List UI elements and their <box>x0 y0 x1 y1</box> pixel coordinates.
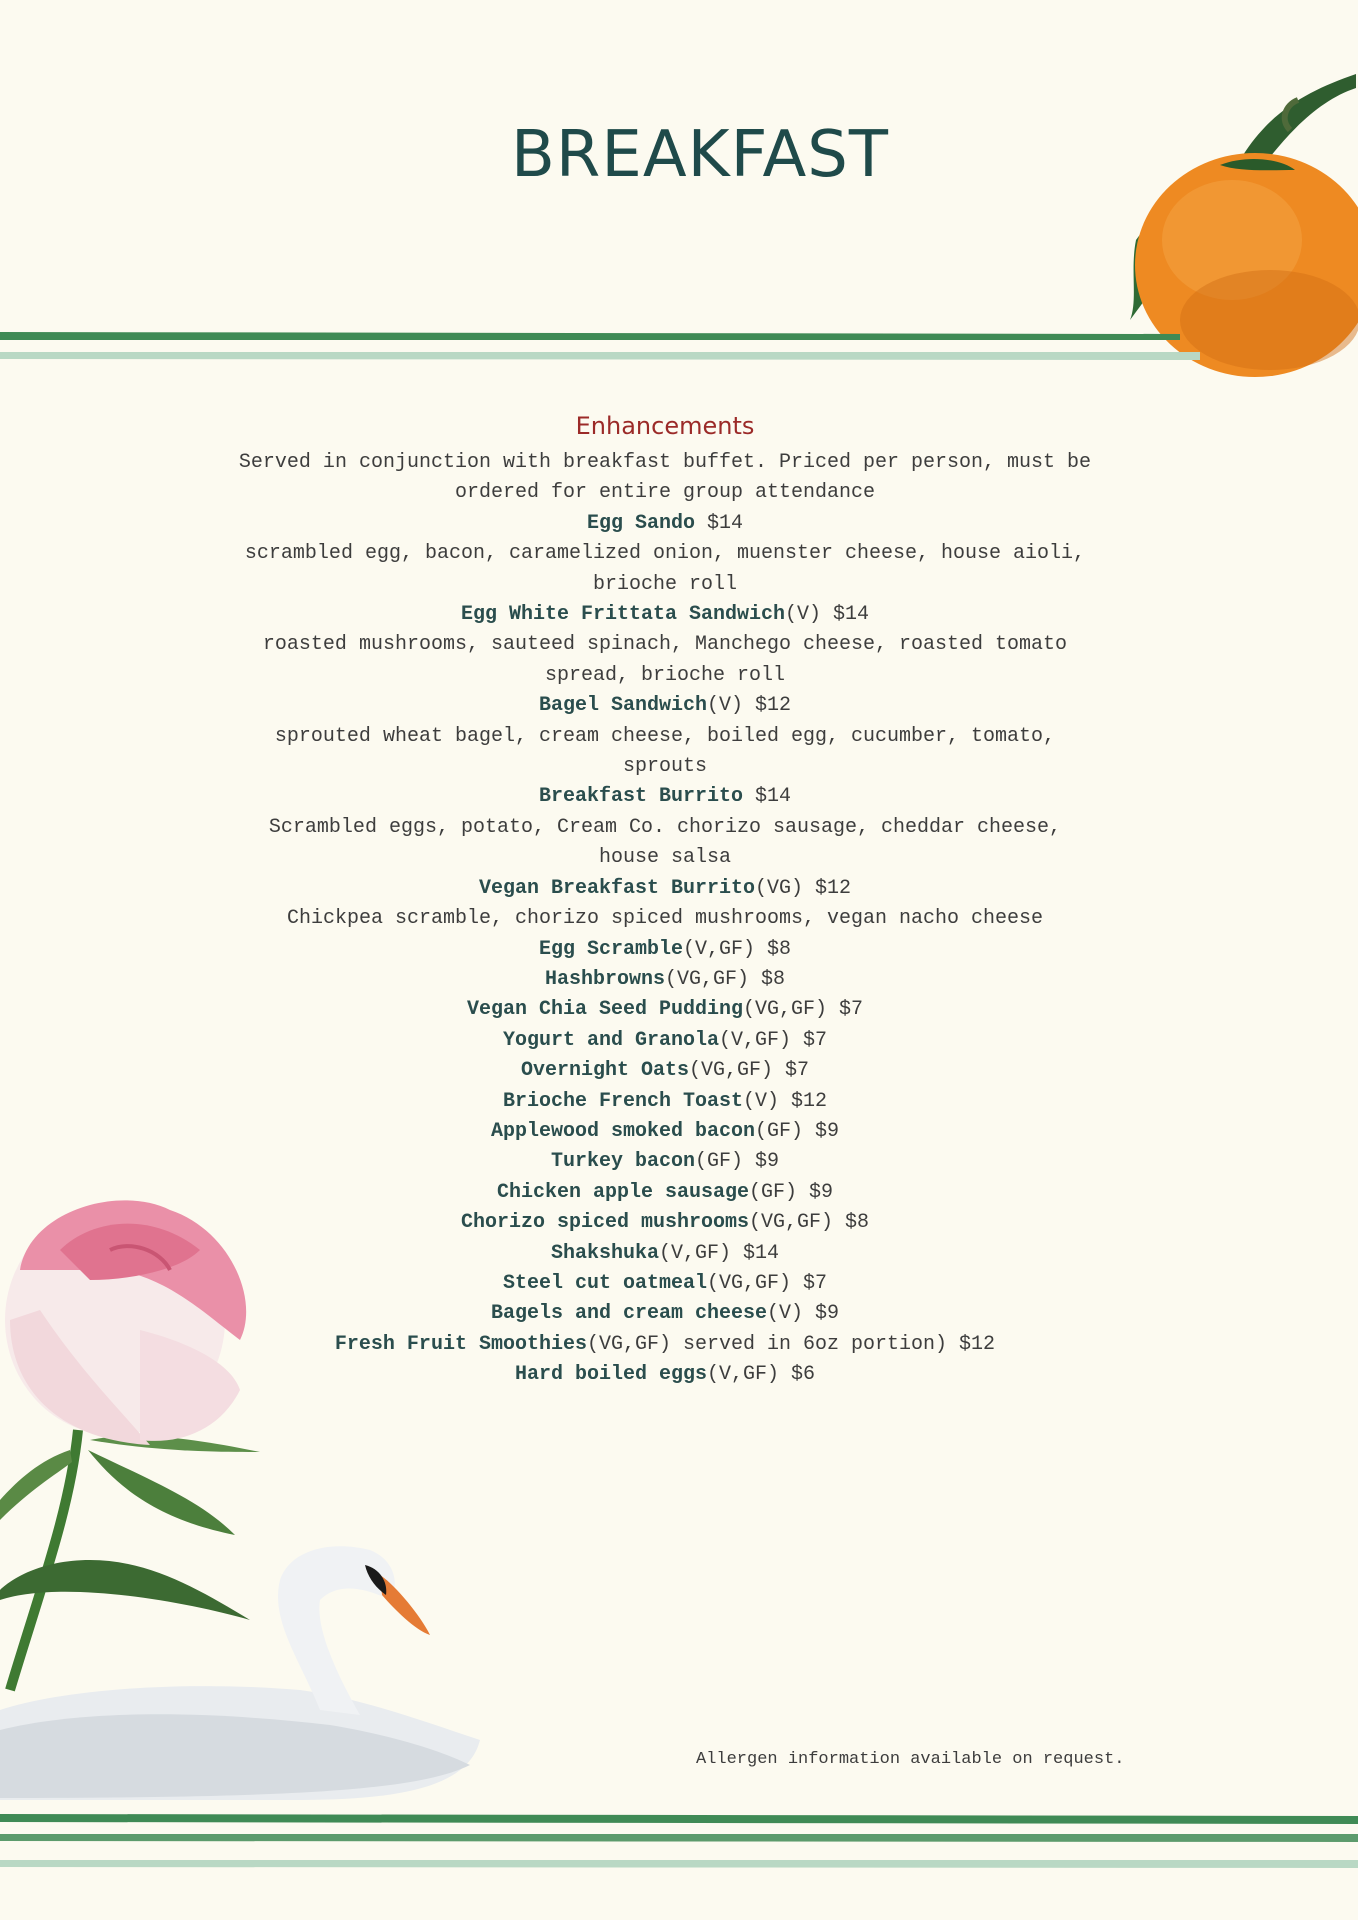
item-name: Egg Scramble <box>538 937 683 961</box>
item-description <box>150 813 1180 843</box>
item-price: $7 <box>785 1059 810 1083</box>
item-name: Breakfast Burrito <box>538 785 743 809</box>
item-price: $9 <box>755 1150 780 1174</box>
item-description <box>150 722 1180 752</box>
item-tags: (V,GF) <box>706 1363 779 1387</box>
intro-text: ordered for entire group attendance <box>454 481 876 505</box>
menu-item <box>150 874 1180 904</box>
menu-item <box>150 509 1180 539</box>
menu-item <box>150 691 1180 721</box>
item-name: Hard boiled eggs <box>514 1363 707 1387</box>
intro-text: Served in conjunction with breakfast buffet. Priced per person, must be <box>238 451 1092 474</box>
menu-item <box>150 1208 1180 1238</box>
item-name: Hashbrowns <box>544 967 665 991</box>
item-description <box>150 843 1180 873</box>
item-name: Vegan Chia Seed Pudding <box>466 998 743 1022</box>
menu-list <box>150 448 1180 1391</box>
item-name: Bagel Sandwich <box>538 694 707 718</box>
item-description-text: sprouted wheat bagel, cream cheese, boiled egg, cucumber, tomato, <box>274 724 1056 748</box>
item-price: $14 <box>707 511 744 535</box>
item-price: $9 <box>815 1302 840 1326</box>
item-tags: (V,GF) <box>719 1028 792 1052</box>
menu-item <box>150 1087 1180 1117</box>
item-price: $14 <box>743 1241 780 1265</box>
item-name: Chorizo spiced mushrooms <box>460 1211 749 1235</box>
menu-item <box>150 1360 1180 1390</box>
menu-item <box>150 1026 1180 1056</box>
menu-item <box>150 935 1180 965</box>
item-description-text: roasted mushrooms, sauteed spinach, Manchego cheese, roasted tomato <box>262 633 1068 657</box>
item-description <box>150 661 1180 691</box>
menu-item <box>150 1056 1180 1086</box>
page-title: BREAKFAST <box>511 118 889 192</box>
menu-item <box>150 1178 1180 1208</box>
item-name: Steel cut oatmeal <box>502 1271 707 1295</box>
item-tags: (V) <box>785 603 822 627</box>
item-tags: (V) <box>743 1089 780 1113</box>
allergen-note: Allergen information available on request. <box>696 1750 1125 1769</box>
item-price: $8 <box>767 937 792 961</box>
item-price: $12 <box>755 694 792 718</box>
item-description <box>150 752 1180 782</box>
item-tags: (VG) <box>755 876 804 900</box>
item-description-text: house salsa <box>598 846 732 870</box>
item-price: $7 <box>803 1271 828 1295</box>
swan-illustration <box>0 1540 500 1800</box>
item-tags: (VG,GF) <box>707 1271 792 1295</box>
item-price: $9 <box>815 1119 840 1143</box>
item-name: Turkey bacon <box>550 1150 695 1174</box>
item-tags: (V,GF) <box>682 937 755 961</box>
menu-item <box>150 1299 1180 1329</box>
item-price: $8 <box>761 967 786 991</box>
menu-item <box>150 600 1180 630</box>
item-tags: (VG,GF) <box>688 1059 773 1083</box>
section-intro-line <box>150 448 1180 478</box>
item-price: $12 <box>791 1089 828 1113</box>
item-price: $8 <box>845 1211 870 1235</box>
menu-item <box>150 965 1180 995</box>
item-name: Applewood smoked bacon <box>490 1119 755 1143</box>
item-name: Shakshuka <box>550 1241 659 1265</box>
item-name: Brioche French Toast <box>502 1089 743 1113</box>
menu-item <box>150 995 1180 1025</box>
top-divider <box>0 328 1358 364</box>
item-description <box>150 539 1180 569</box>
item-price: $12 <box>959 1332 996 1356</box>
menu-item <box>150 782 1180 812</box>
item-description <box>150 904 1180 934</box>
item-tags: (V,GF) <box>658 1241 731 1265</box>
item-description-text: sprouts <box>622 755 707 779</box>
item-tags: (VG,GF) <box>664 967 749 991</box>
item-price: $12 <box>815 876 852 900</box>
item-price: $9 <box>809 1180 834 1204</box>
item-price: $14 <box>833 603 870 627</box>
item-description-text: scrambled egg, bacon, caramelized onion, muenster cheese, house aioli, <box>244 542 1086 566</box>
item-description-text: spread, brioche roll <box>544 663 786 687</box>
item-description-text: brioche roll <box>592 572 738 596</box>
menu-item <box>150 1239 1180 1269</box>
item-name: Vegan Breakfast Burrito <box>478 876 755 900</box>
menu-item <box>150 1269 1180 1299</box>
item-name: Overnight Oats <box>520 1059 689 1083</box>
item-name: Egg Sando <box>586 511 695 535</box>
item-description <box>150 630 1180 660</box>
menu-item <box>150 1330 1180 1360</box>
item-tags: (V) <box>706 694 743 718</box>
item-tags: (VG,GF) <box>749 1211 834 1235</box>
item-tags: (VG,GF) <box>743 998 828 1022</box>
menu-item <box>150 1147 1180 1177</box>
item-description <box>150 570 1180 600</box>
item-name: Chicken apple sausage <box>496 1180 749 1204</box>
item-tags: (V) <box>767 1302 804 1326</box>
menu-item <box>150 1117 1180 1147</box>
item-name: Bagels and cream cheese <box>490 1302 767 1326</box>
section-intro-line <box>150 478 1180 508</box>
item-description-text: Chickpea scramble, chorizo spiced mushrooms, vegan nacho cheese <box>286 907 1044 931</box>
item-tags: (GF) <box>694 1150 743 1174</box>
item-price: $6 <box>791 1363 816 1387</box>
section-title: Enhancements <box>575 412 755 440</box>
item-tags: (GF) <box>755 1119 804 1143</box>
item-name: Egg White Frittata Sandwich <box>460 603 785 627</box>
item-price: $7 <box>803 1028 828 1052</box>
item-price: $7 <box>839 998 864 1022</box>
item-tags: (GF) <box>749 1180 798 1204</box>
item-name: Yogurt and Granola <box>502 1028 719 1052</box>
bottom-divider <box>0 1810 1358 1870</box>
item-name: Fresh Fruit Smoothies <box>334 1332 587 1356</box>
item-price: $14 <box>755 785 792 809</box>
item-tags: (VG,GF) served in 6oz portion) <box>586 1332 948 1356</box>
item-description-text: Scrambled eggs, potato, Cream Co. chorizo sausage, cheddar cheese, <box>268 815 1062 839</box>
